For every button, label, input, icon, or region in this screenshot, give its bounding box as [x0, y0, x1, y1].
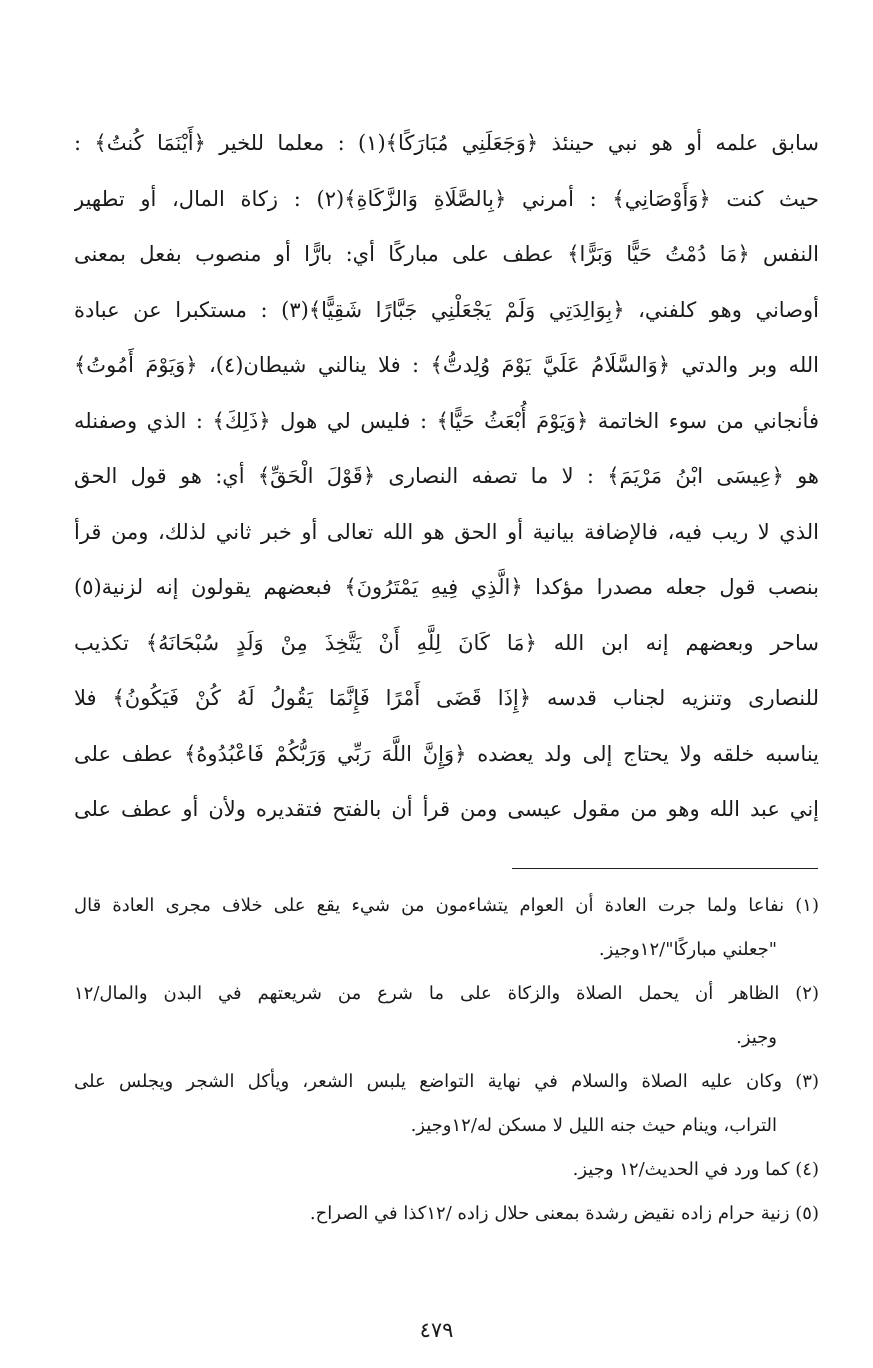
footnote-4: (٤) كما ورد في الحديث/١٢ وجيز.	[572, 1159, 819, 1180]
footnotes-block	[74, 884, 819, 1236]
text-line-13: إني عبد الله وهو من مقول عيسى ومن قرأ أن بالفتح فتقديره ولأن أو عطف على	[74, 797, 819, 821]
text-line-9: بنصب قول جعله مصدرا مؤكدا ﴿الَّذِي فِيهِ يَمْتَرُونَ﴾ فبعضهم يقولون إنه لزنية(٥)	[74, 575, 819, 599]
footnote-2-line-2: وجيز.	[736, 1027, 777, 1048]
footnote-3-line-2: التراب، وينام حيث جنه الليل لا مسكن له/١٢وجيز.	[410, 1115, 777, 1136]
text-line-3: النفس ﴿مَا دُمْتُ حَيًّا وَبَرًّا﴾ عطف على مباركًا أي: بارًّا أو منصوب بفعل بمعنى	[74, 242, 819, 266]
text-line-1: سابق علمه أو هو نبي حينئذ ﴿وَجَعَلَنِي مُبَارَكًا﴾(١) : معلما للخير ﴿أَيْنَمَا كُنتُ﴾ :	[74, 131, 819, 155]
text-line-8: الذي لا ريب فيه، فالإضافة بيانية أو الحق هو الله تعالى أو خبر ثاني لذلك، ومن قرأ	[74, 519, 819, 544]
text-line-2: حيث كنت ﴿وَأَوْصَانِي﴾ : أمرني ﴿بِالصَّلَاةِ وَالزَّكَاةِ﴾(٢) : زكاة المال، أو تطهير	[74, 186, 819, 211]
main-text-block	[74, 116, 819, 838]
footnote-3-line-1: (٣) وكان عليه الصلاة والسلام في نهاية التواضع يلبس الشعر، ويأكل الشجر ويجلس على	[74, 1071, 819, 1092]
text-line-11: للنصارى وتنزيه لجناب قدسه ﴿إِذَا قَضَى أَمْرًا فَإِنَّمَا يَقُولُ لَهُ كُنْ فَيَكُونُ﴾ فلا	[74, 686, 819, 710]
footnote-1-line-1: (١) نفاعا ولما جرت العادة أن العوام يتشاءمون من شيء يقع على خلاف مجرى العادة قال	[74, 895, 819, 916]
text-line-6: فأنجاني من سوء الخاتمة ﴿وَيَوْمَ أُبْعَثُ حَيًّا﴾ : فليس لي هول ﴿ذَلِكَ﴾ : الذي وصفنله	[74, 408, 819, 433]
text-line-7: هو ﴿عِيسَى ابْنُ مَرْيَمَ﴾ : لا ما تصفه النصارى ﴿قَوْلَ الْحَقِّ﴾ أي: هو قول الحق	[74, 464, 819, 488]
page-number: ٤٧٩	[419, 1318, 454, 1342]
footnote-2-line-1: (٢) الظاهر أن يحمل الصلاة والزكاة على ما شرع من شريعتهم في البدن والمال/١٢	[74, 983, 819, 1004]
text-line-12: يناسبه خلقه ولا يحتاج إلى ولد يعضده ﴿وَإِنَّ اللَّهَ رَبِّي وَرَبُّكُمْ فَاعْبُدُوهُ﴾ عطف على	[74, 741, 819, 766]
text-line-10: ساحر وبعضهم إنه ابن الله ﴿مَا كَانَ لِلَّهِ أَنْ يَتَّخِذَ مِنْ وَلَدٍ سُبْحَانَهُ﴾ تكذيب	[74, 630, 819, 655]
footnote-1-line-2: "جعلني مباركًا"/١٢وجيز.	[598, 939, 777, 960]
text-line-4: أوصاني وهو كلفني، ﴿بِوَالِدَتِي وَلَمْ يَجْعَلْنِي جَبَّارًا شَقِيًّا﴾(٣) : مستكبرا عن عبادة	[74, 297, 819, 322]
text-line-5: الله وبر والدتي ﴿وَالسَّلَامُ عَلَيَّ يَوْمَ وُلِدتُّ﴾ : فلا ينالني شيطان(٤)، ﴿وَيَوْمَ أَمُوتُ﴾	[74, 353, 819, 377]
footnote-separator	[512, 868, 818, 869]
footnote-5: (٥) زنية حرام زاده نقيض رشدة بمعنى حلال زاده /١٢كذا في الصراح.	[309, 1203, 819, 1224]
